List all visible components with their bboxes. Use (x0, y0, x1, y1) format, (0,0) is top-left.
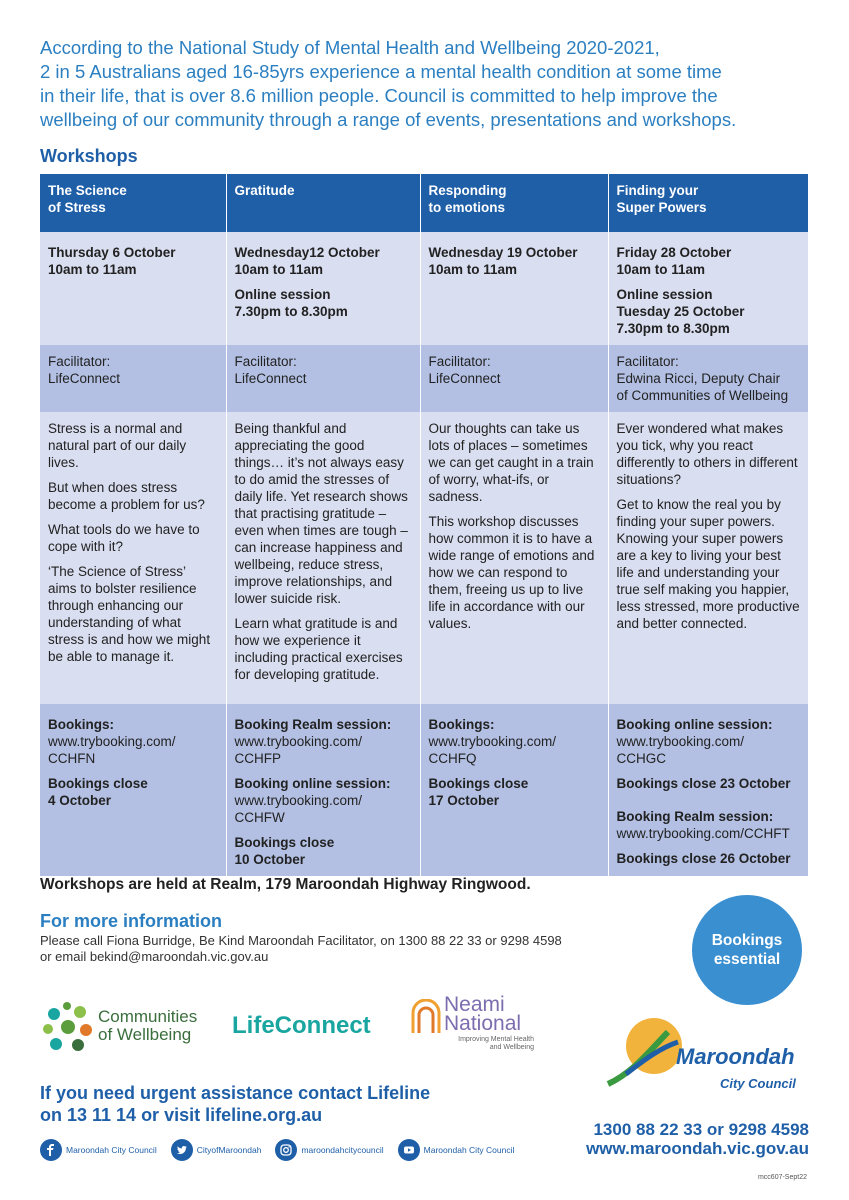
workshops-heading: Workshops (40, 146, 138, 166)
workshop-bookings: Bookings: www.trybooking.com/ CCHFN Bookings close 4 October (40, 704, 226, 876)
social-twitter[interactable]: CityofMaroondah (171, 1139, 262, 1161)
workshop-description: Being thankful and appreciating the good things… it’s not always easy to do amid the stresses of daily life. Yet research shows that practising gratitude – even when times are tough – can increase happiness and wellbeing, reduce stress, improve relationships, and lower suicide risk. Learn what gratitude is and how we experience it including practical exercises for developing gratitude. (226, 412, 420, 704)
workshop-facilitator: Facilitator: Edwina Ricci, Deputy Chair of Communities of Wellbeing (608, 345, 808, 412)
neami-national-logo: Neami National Improving Mental Health and Wellbeing (410, 995, 535, 1055)
social-instagram[interactable]: maroondahcitycouncil (275, 1139, 383, 1161)
booking-link[interactable]: www.trybooking.com/ CCHFQ (428, 734, 557, 766)
workshop-bookings: Bookings: www.trybooking.com/ CCHFQ Bookings close 17 October (420, 704, 608, 876)
booking-link[interactable]: www.trybooking.com/ CCHFN (48, 734, 176, 766)
workshops-table (40, 174, 808, 876)
intro-paragraph: According to the National Study of Mental Health and Wellbeing 2020-2021, 2 in 5 Australians aged 16-85yrs experience a mental health condition at some time in their life, that is over 8.6 million people. Council is committed to help improve the wellbeing of our community through a range of events, presentations and workshops. (40, 37, 737, 130)
website-link[interactable]: www.maroondah.vic.gov.au (586, 1139, 809, 1158)
instagram-icon (275, 1139, 297, 1161)
booking-link[interactable]: www.trybooking.com/ CCHGC (616, 734, 745, 766)
social-links (40, 1139, 528, 1161)
twitter-icon (171, 1139, 193, 1161)
workshop-date: Wednesday 19 October 10am to 11am (420, 232, 608, 345)
maroondah-swoosh-icon (604, 1012, 684, 1092)
wellbeing-leaf-icon (40, 1000, 96, 1055)
booking-link[interactable]: www.trybooking.com/ CCHFW (234, 793, 363, 825)
neami-arch-icon (410, 999, 442, 1035)
contact-details (586, 1120, 809, 1158)
workshop-facilitator: Facilitator: LifeConnect (40, 345, 226, 412)
workshop-bookings: Booking online session: www.trybooking.com/ CCHGC Bookings close 23 October Booking Realm session: www.trybooking.com/CCHFT Bookings close 26 October (608, 704, 808, 876)
booking-link[interactable]: www.trybooking.com/ CCHFP (234, 734, 363, 766)
workshop-description: Ever wondered what makes you tick, why you react differently to others in different situations? Get to know the real you by finding your super powers. Knowing your super powers are a key to living your best life and understanding your true self making you happier, less stressed, more productive and better connected. (608, 412, 808, 704)
workshop-description: Our thoughts can take us lots of places – sometimes we can get caught in a train of worry, what-ifs, or sadness. This workshop discusses how common it is to have a wide range of emotions and how we can respond to them, freeing us up to live life in accordance with our values. (420, 412, 608, 704)
workshop-facilitator: Facilitator: LifeConnect (420, 345, 608, 412)
workshop-title-superpowers: Finding your Super Powers (608, 174, 808, 232)
workshop-facilitator: Facilitator: LifeConnect (226, 345, 420, 412)
more-info-title: For more information (40, 911, 223, 931)
workshop-date: Wednesday12 October 10am to 11am Online session 7.30pm to 8.30pm (226, 232, 420, 345)
workshop-bookings: Booking Realm session: www.trybooking.com/ CCHFP Booking online session: www.trybooking.com/ CCHFW Bookings close 10 October (226, 704, 420, 876)
workshop-title-gratitude: Gratitude (226, 174, 420, 232)
facebook-icon (40, 1139, 62, 1161)
social-youtube[interactable]: Maroondah City Council (398, 1139, 515, 1161)
workshop-date: Friday 28 October 10am to 11am Online session Tuesday 25 October 7.30pm to 8.30pm (608, 232, 808, 345)
document-code: mcc607-Sept22 (757, 1174, 807, 1181)
workshop-description: Stress is a normal and natural part of our daily lives. But when does stress become a problem for us? What tools do we have to cope with it? ‘The Science of Stress’ aims to bolster resilience through enhancing our understanding of what stress is and how we might be able to manage it. (40, 412, 226, 704)
bookings-essential-badge: Bookings essential (692, 895, 802, 1005)
phone-number: 1300 88 22 33 or 9298 4598 (593, 1120, 809, 1139)
lifeconnect-logo: LifeConnect (232, 1012, 371, 1039)
booking-link[interactable]: www.trybooking.com/CCHFT (616, 826, 790, 841)
venue-text: Workshops are held at Realm, 179 Maroondah Highway Ringwood. (40, 876, 531, 893)
workshop-title-emotions: Responding to emotions (420, 174, 608, 232)
youtube-icon (398, 1139, 420, 1161)
communities-of-wellbeing-logo: Communities of Wellbeing (40, 1000, 210, 1055)
social-facebook[interactable]: Maroondah City Council (40, 1139, 157, 1161)
workshop-title-stress: The Science of Stress (40, 174, 226, 232)
maroondah-logo: Maroondah City Council (604, 1012, 809, 1097)
more-info-text: Please call Fiona Burridge, Be Kind Maroondah Facilitator, on 1300 88 22 33 or 9298 4598 or email bekind@maroondah.vic.gov.au (40, 933, 562, 964)
urgent-assistance: If you need urgent assistance contact Lifeline on 13 11 14 or visit lifeline.org.au (40, 1083, 431, 1125)
workshop-date: Thursday 6 October 10am to 11am (40, 232, 226, 345)
